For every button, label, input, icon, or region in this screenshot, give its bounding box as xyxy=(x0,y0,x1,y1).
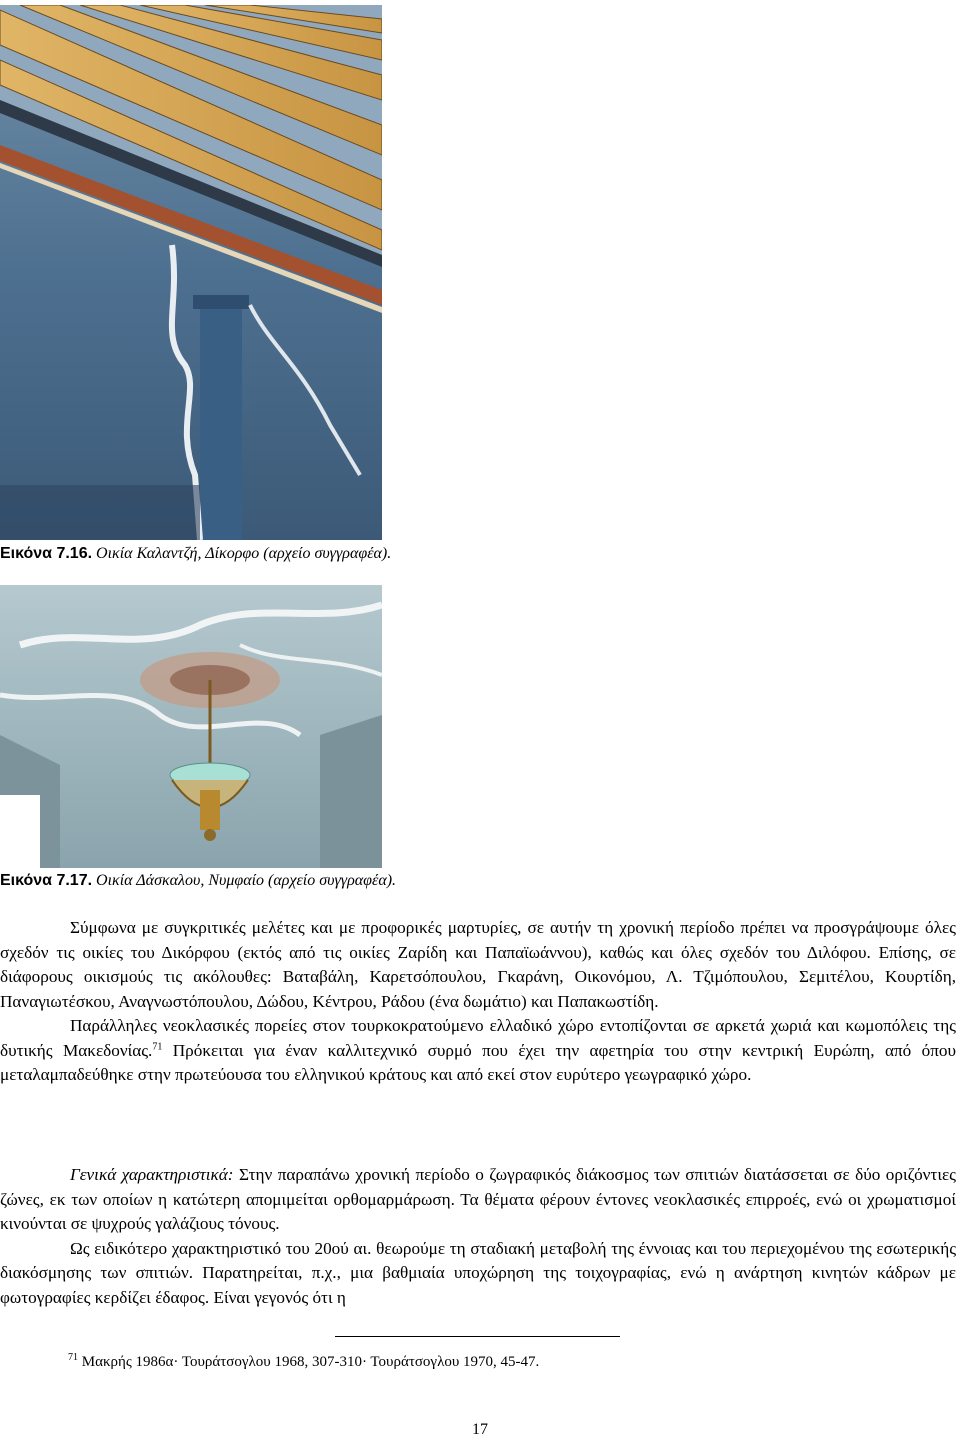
figure-photo-chandelier xyxy=(0,585,382,868)
figure-caption-text: Οικία Καλαντζή, Δίκορφο (αρχείο συγγραφέα). xyxy=(96,545,392,562)
paragraph: Ως ειδικότερο χαρακτηριστικό του 20ού αι. θεωρούμε τη σταδιακή μεταβολή της έννοιας και του περιεχομένου της εσωτερικής διακόσμησης των σπιτιών. Παρατηρείται, π.χ., μια βαθμιαία υποχώρηση της τοιχογραφίας, ενώ η ανάρτηση κινητών κάδρων με φωτογραφίες κερδίζει έδαφος. Είναι γεγονός ότι η xyxy=(0,1238,956,1307)
body-text-section-1 xyxy=(0,916,956,1088)
paragraph xyxy=(0,1163,956,1237)
paragraph: Σύμφωνα με συγκριτικές μελέτες και με προφορικές μαρτυρίες, σε αυτήν τη χρονική περίοδο πρέπει να προσγράψουμε όλες σχεδόν τις οικίες του Δικόρφου (εκτός από τις οικίες Ζαρίδη και Παπαϊωάννου), καθώς και όλες σχεδόν του Διλόφου. Επίσης, σε διάφορους οικισμούς τις ακόλουθες: Βαταβάλη, Καρετσόπουλου, Γκαράνη, Οικονόμου, Λ. Τζιμόπουλου, Σεμιτέλου, Κουρτίδη, Παναγιωτέσκου, Αναγνωστόπουλου, Δώδου, Κέντρου, Ράδου (ένα δωμάτιο) και Παπακωστίδη. xyxy=(0,918,956,1011)
footnote-text: Μακρής 1986α· Τουράτσογλου 1968, 307-310· Τουράτσογλου 1970, 45-47. xyxy=(81,1354,540,1370)
footnote xyxy=(68,1352,539,1372)
figure-number: Εικόνα 7.16. xyxy=(0,545,93,562)
figure-caption-7-17 xyxy=(0,872,396,890)
figure-caption-7-16 xyxy=(0,545,391,563)
general-characteristics-heading: Γενικά χαρακτηριστικά: xyxy=(70,1165,234,1184)
figure-number: Εικόνα 7.17. xyxy=(0,872,93,889)
footnote-number: 71 xyxy=(68,1352,78,1363)
body-text-section-2 xyxy=(0,1163,956,1310)
figure-photo-ceiling-beams xyxy=(0,5,382,540)
figure-caption-text: Οικία Δάσκαλου, Νυμφαίο (αρχείο συγγραφέα). xyxy=(96,872,397,889)
paragraph-sentence: Παράλληλες νεοκλασικές πορείες στον τουρκοκρατούμενο ελλαδικό χώρο εντοπίζονται σε αρκετά χωριά και κωμοπόλεις της δυτικής Μακεδονίας. xyxy=(0,1016,956,1060)
paragraph-sentence: Πρόκειται για έναν καλλιτεχνικό συρμό που έχει την αφετηρία του στην κεντρική Ευρώπη, από όπου μεταλαμπαδεύθηκε στην πρωτεύουσα του ελληνικού κράτους και από εκεί στον ευρύτερο γεωγραφικό χώρο. xyxy=(0,1040,956,1084)
paragraph-sentence: Στην παραπάνω χρονική περίοδο ο ζωγραφικός διάκοσμος των σπιτιών διατάσσεται σε δύο οριζόντιες ζώνες, εκ των οποίων η κατώτερη απομιμείται ορθομαρμάρωση. Τα θέματα φέρουν έντονες νεοκλασικές επιρροές, ενώ οι χρωματισμοί κινούνται σε ψυχρούς γαλάζιους τόνους. xyxy=(0,1165,956,1233)
page-number: 17 xyxy=(472,1421,488,1438)
chandelier-ceiling-image xyxy=(0,585,382,868)
ceiling-beams-image xyxy=(0,5,382,540)
paragraph xyxy=(0,1014,956,1088)
footnote-reference[interactable]: 71 xyxy=(152,1040,163,1052)
footnote-divider xyxy=(335,1336,620,1337)
